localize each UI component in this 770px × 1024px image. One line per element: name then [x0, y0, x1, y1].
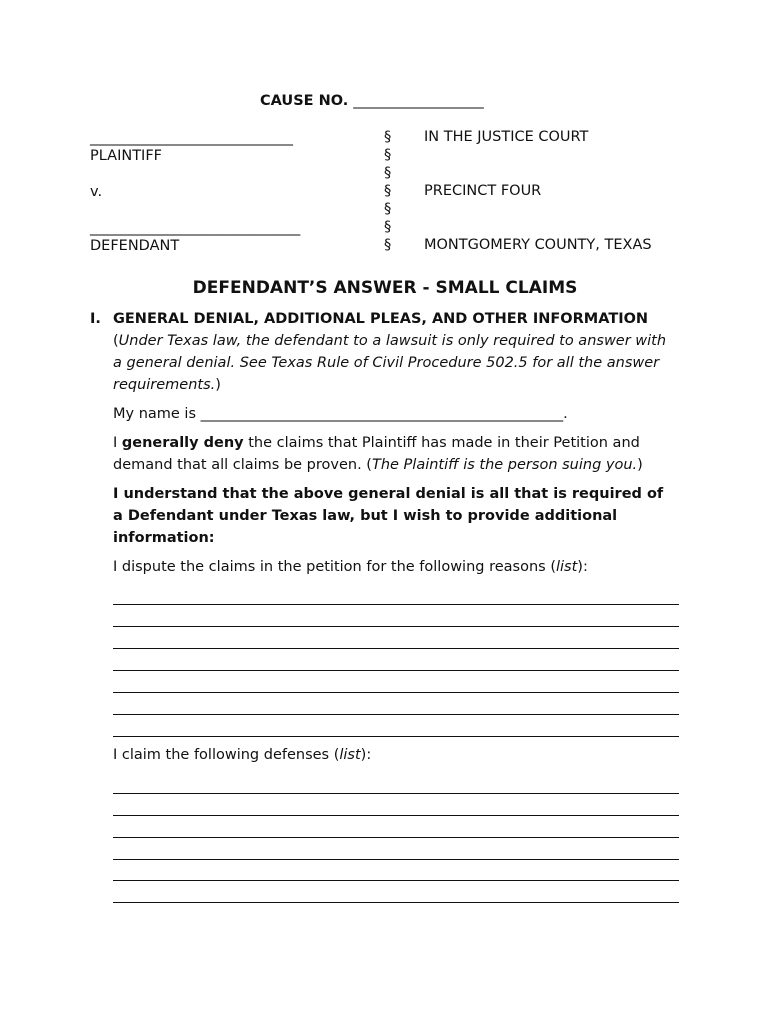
versus-label: v. — [90, 184, 103, 200]
defenses-answer-line[interactable] — [113, 837, 679, 838]
dispute-answer-line[interactable] — [113, 670, 679, 671]
defenses-answer-line[interactable] — [113, 880, 679, 881]
section-mark: § — [384, 129, 392, 145]
county-name: MONTGOMERY COUNTY, TEXAS — [424, 237, 652, 253]
section-mark: § — [384, 147, 392, 163]
general-denial-paragraph: I generally deny the claims that Plaintiff has made in their Petition and demand that all claims be proven. (The Plaintiff is the person suing you.) — [113, 435, 643, 473]
section-mark: § — [384, 165, 392, 181]
name-label: My name is — [113, 406, 201, 422]
defenses-answer-line[interactable] — [113, 859, 679, 860]
defenses-prompt: I claim the following defenses (list): — [113, 747, 372, 763]
name-line: My name is __________________________________________________. — [113, 406, 568, 422]
section-mark: § — [384, 237, 392, 253]
dispute-answer-line[interactable] — [113, 648, 679, 649]
cause-number-blank[interactable]: __________________ — [353, 93, 484, 109]
court-name: IN THE JUSTICE COURT — [424, 129, 589, 145]
name-blank[interactable]: __________________________________________________ — [200, 406, 564, 422]
precinct-name: PRECINCT FOUR — [424, 183, 542, 199]
defenses-answer-line[interactable] — [113, 793, 679, 794]
cause-number-line — [260, 93, 484, 109]
section-mark: § — [384, 219, 392, 235]
plaintiff-blank[interactable]: ____________________________ — [90, 130, 293, 146]
section-mark: § — [384, 201, 392, 217]
cause-number-label: CAUSE NO. — [260, 93, 354, 109]
section-heading: GENERAL DENIAL, ADDITIONAL PLEAS, AND OTHER INFORMATION — [113, 311, 649, 327]
dispute-prompt: I dispute the claims in the petition for the following reasons (list): — [113, 559, 588, 575]
defendant-label: DEFENDANT — [90, 238, 180, 254]
dispute-answer-line[interactable] — [113, 604, 679, 605]
general-deny-emphasis: generally deny — [121, 435, 244, 451]
answer-note-text: Under Texas law, the defendant to a lawsuit is only required to answer with a general denial. See Texas Rule of Civil Procedure 502.5 for all the answer requirements. — [113, 333, 667, 393]
defendant-blank[interactable]: _____________________________ — [90, 220, 301, 236]
defenses-answer-line[interactable] — [113, 902, 679, 903]
plaintiff-label: PLAINTIFF — [90, 148, 163, 164]
defenses-answer-line[interactable] — [113, 815, 679, 816]
dispute-answer-line[interactable] — [113, 736, 679, 737]
dispute-answer-line[interactable] — [113, 692, 679, 693]
section-mark: § — [384, 183, 392, 199]
document-title: DEFENDANT’S ANSWER - SMALL CLAIMS — [192, 278, 578, 298]
dispute-answer-line[interactable] — [113, 714, 679, 715]
answer-note: (Under Texas law, the defendant to a lawsuit is only required to answer with a general denial. See Texas Rule of Civil Procedure 502.5 for all the answer requirements.) — [113, 333, 667, 393]
section-numeral: I. — [90, 311, 101, 327]
section-body — [113, 330, 673, 578]
additional-info-statement: I understand that the above general denial is all that is required of a Defendant under Texas law, but I wish to provide additional information: — [113, 486, 664, 546]
dispute-answer-line[interactable] — [113, 626, 679, 627]
